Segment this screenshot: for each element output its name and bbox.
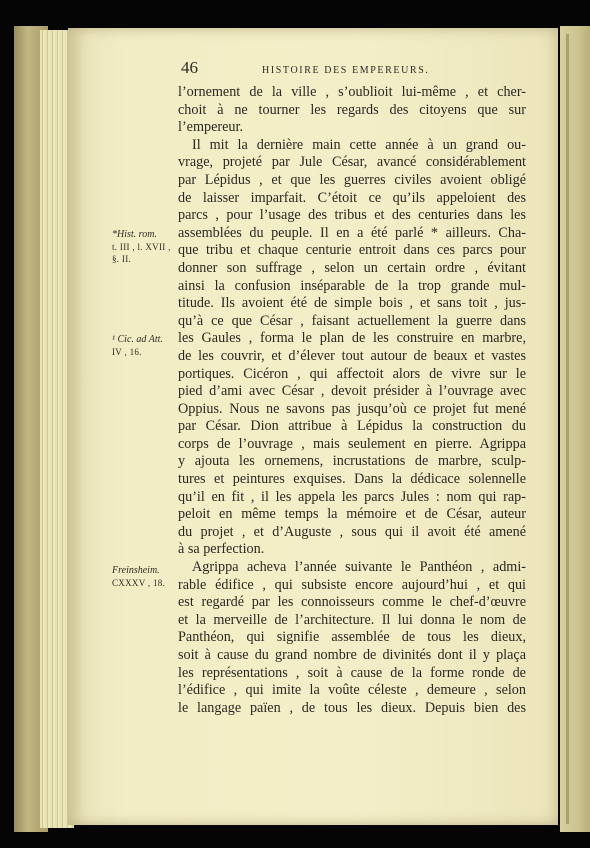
- text-line: vrage, projeté par Jule César, avancé considérablement: [178, 154, 526, 171]
- text-line: titude. Ils avoient été de simple bois , et sans toit , jus-: [178, 295, 526, 312]
- text-line: par César. Dion attribue à Lépidus la construction du: [178, 418, 526, 435]
- text-line: à sa perfection.: [178, 541, 265, 558]
- text-line: pied d’ami avec César , devoit présider à l’ouvrage avec: [178, 383, 526, 400]
- margin-note-freinsheim: [112, 565, 178, 589]
- text-line: peloit en même temps la mémoire et de César, auteur: [178, 506, 526, 523]
- text-line: y ajouta les ornemens, incrustations de marbre, sculp-: [178, 453, 526, 470]
- text-line: portiques. Cicéron , qui affectoit alors de vivre sur le: [178, 365, 526, 382]
- facing-page-edge: [560, 26, 590, 832]
- text-line: soit à cause du grand nombre de divinités dont il y plaça: [178, 647, 526, 663]
- text-line: le langage païen , de tous les dieux. Depuis bien des: [178, 699, 526, 716]
- text-line: Oppius. Nous ne savons pas jusqu’où ce projet fut mené: [178, 400, 526, 417]
- margin-note-main: *Hist. rom.: [112, 229, 157, 240]
- text-line: donner son suffrage , selon un certain ordre , évitant: [178, 259, 526, 276]
- text-line: de laisser imparfait. C’étoit ce qu’ils appeloient des: [178, 189, 526, 206]
- text-line: rable édifice , qui subsiste encore aujourd’hui , et qui: [178, 576, 526, 593]
- text-line: parcs , pour l’usage des tribus et des centuries dans les: [178, 207, 526, 224]
- text-line: les représentations , soit à cause de la forme ronde de: [178, 664, 526, 681]
- text-line: que tribu et chaque centurie entroit dans ces parcs pour: [178, 242, 526, 259]
- margin-note-sub: CXXXV , 18.: [112, 578, 166, 588]
- running-header: [0, 58, 590, 82]
- page-number: 46: [181, 58, 198, 77]
- text-line: corps de l’ouvrage , mais seulement en pierre. Agrippa: [178, 435, 526, 452]
- margin-note-sub: t. III , l. XVII , §. II.: [112, 242, 171, 264]
- body-text: [178, 84, 526, 717]
- text-line: est regardé par les connoisseurs comme le chef-d’œuvre: [178, 594, 526, 611]
- text-line: choit à ne tourner les regards des citoyens que sur: [178, 101, 526, 118]
- text-line: l’édifice , qui imite la voûte céleste , demeure , selon: [178, 682, 526, 699]
- text-line: assemblées du peuple. Il en a été parlé * ailleurs. Cha-: [178, 224, 526, 241]
- text-line: Agrippa acheva l’année suivante le Panthéon , admi-: [192, 559, 526, 576]
- text-line: qu’à ce que César , faisant actuellement la guerre dans: [178, 312, 526, 329]
- text-line: tures et peintures exquises. Dans la dédicace solennelle: [178, 471, 526, 488]
- margin-note-sub: IV , 16.: [112, 347, 142, 357]
- text-line: l’empereur.: [178, 119, 243, 136]
- text-line: et la merveille de l’architecture. Il lui donna le nom de: [178, 611, 526, 628]
- text-line: par Lépidus , et que les guerres civiles avoient obligé: [178, 171, 526, 188]
- margin-note-main: ¹ Cic. ad Att.: [112, 334, 163, 345]
- margin-note-main: Freinsheim.: [112, 565, 160, 576]
- text-line: de les couvrir, et d’élever tout autour de beaux et vastes: [178, 347, 526, 364]
- text-line: les Gaules , forma le plan de les construire en marbre,: [178, 330, 526, 347]
- text-line: Panthéon, qui signifie assemblée de tous les dieux,: [178, 629, 526, 646]
- text-line: Il mit la dernière main cette année à un grand ou-: [192, 136, 526, 153]
- text-line: l’ornement de la ville , s’oublioit lui-même , et cher-: [178, 84, 526, 100]
- margin-note-cic-ad-att: [112, 334, 178, 358]
- text-line: qu’il en fit , il les appela les parcs Jules : nom qui rap-: [178, 488, 526, 505]
- text-line: ainsi la confusion inséparable de la trop grande mul-: [178, 277, 526, 294]
- text-line: du projet , et d’Auguste , sous qui il avoit été amené: [178, 523, 526, 540]
- running-title: HISTOIRE DES EMPEREURS.: [262, 65, 430, 76]
- margin-note-hist-rom: [112, 229, 178, 265]
